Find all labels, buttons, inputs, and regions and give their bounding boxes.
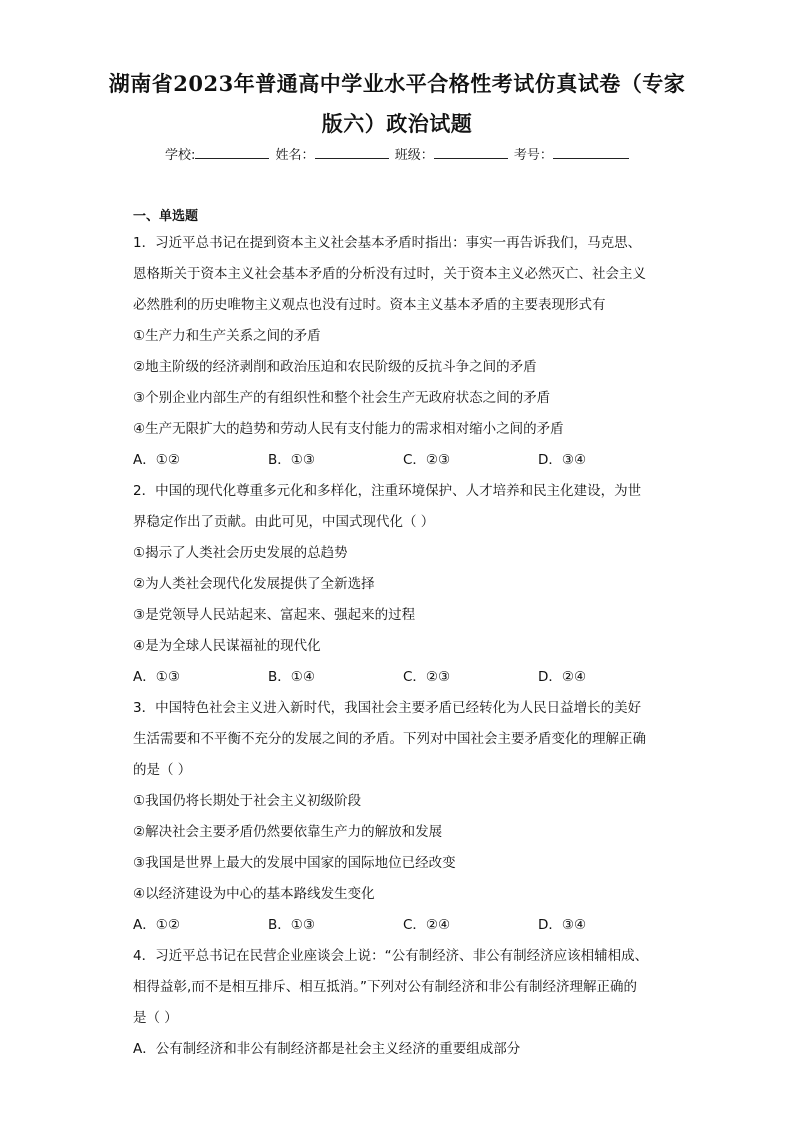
option-c[interactable]: C．②③ xyxy=(403,452,451,468)
question-item: ④以经济建设为中心的基本路线发生变化 xyxy=(133,886,375,902)
question-4 xyxy=(133,941,673,1065)
option-c[interactable]: C．②④ xyxy=(403,917,451,933)
question-2 xyxy=(133,476,673,693)
answer-options xyxy=(133,910,673,941)
question-item: ③我国是世界上最大的发展中国家的国际地位已经改变 xyxy=(133,855,456,871)
option-d[interactable]: D．③④ xyxy=(538,917,587,933)
answer-options xyxy=(133,445,673,476)
option-a-text[interactable]: A．公有制经济和非公有制经济都是社会主义经济的重要组成部分 xyxy=(133,1041,521,1057)
option-a[interactable]: A．①② xyxy=(133,452,180,468)
option-a[interactable]: A．①③ xyxy=(133,669,180,685)
question-stem-line: 界稳定作出了贡献。由此可见，中国式现代化（ ） xyxy=(133,514,435,530)
question-stem-line: 4．习近平总书记在民营企业座谈会上说：“公有制经济、非公有制经济应该相辅相成、 xyxy=(133,948,649,964)
question-stem-line: 3．中国特色社会主义进入新时代，我国社会主要矛盾已经转化为人民日益增长的美好 xyxy=(133,700,642,716)
question-3 xyxy=(133,693,673,941)
option-a[interactable]: A．①② xyxy=(133,917,180,933)
question-item: ②解决社会主要矛盾仍然要依靠生产力的解放和发展 xyxy=(133,824,443,840)
question-list xyxy=(133,228,673,1065)
question-stem-line: 的是（ ） xyxy=(133,762,192,778)
name-label: 姓名： xyxy=(275,148,315,163)
question-item: ①我国仍将长期处于社会主义初级阶段 xyxy=(133,793,362,809)
question-item: ③个别企业内部生产的有组织性和整个社会生产无政府状态之间的矛盾 xyxy=(133,390,551,406)
question-stem-line: 恩格斯关于资本主义社会基本矛盾的分析没有过时，关于资本主义必然灭亡、社会主义 xyxy=(133,266,646,282)
question-1 xyxy=(133,228,673,476)
question-stem-line: 2．中国的现代化尊重多元化和多样化，注重环境保护、人才培养和民主化建设，为世 xyxy=(133,483,642,499)
class-blank[interactable] xyxy=(434,146,508,159)
exam-no-label: 考号： xyxy=(513,148,553,163)
answer-options xyxy=(133,662,673,693)
exam-title-line-1: 湖南省2023年普通高中学业水平合格性考试仿真试卷（专家 xyxy=(108,71,686,96)
option-b[interactable]: B．①③ xyxy=(268,917,315,933)
question-stem-line: 生活需要和不平衡不充分的发展之间的矛盾。下列对中国社会主要矛盾变化的理解正确 xyxy=(133,731,646,747)
exam-title-line-2: 版六）政治试题 xyxy=(321,111,473,136)
student-info-row xyxy=(165,144,631,163)
question-stem-line: 必然胜利的历史唯物主义观点也没有过时。资本主义基本矛盾的主要表现形式有 xyxy=(133,297,606,313)
question-item: ②地主阶级的经济剥削和政治压迫和农民阶级的反抗斗争之间的矛盾 xyxy=(133,359,537,375)
option-b[interactable]: B．①③ xyxy=(268,452,315,468)
question-stem-line: 1．习近平总书记在提到资本主义社会基本矛盾时指出：事实一再告诉我们，马克思、 xyxy=(133,235,642,251)
option-c[interactable]: C．②③ xyxy=(403,669,451,685)
exam-no-blank[interactable] xyxy=(553,146,629,159)
option-b[interactable]: B．①④ xyxy=(268,669,315,685)
question-stem-line: 是（ ） xyxy=(133,1010,178,1026)
question-item: ①生产力和生产关系之间的矛盾 xyxy=(133,328,321,344)
option-d[interactable]: D．②④ xyxy=(538,669,587,685)
question-item: ④生产无限扩大的趋势和劳动人民有支付能力的需求相对缩小之间的矛盾 xyxy=(133,421,564,437)
section-heading: 一、单选题 xyxy=(133,209,199,224)
option-d[interactable]: D．③④ xyxy=(538,452,587,468)
class-label: 班级： xyxy=(394,148,434,163)
question-item: ④是为全球人民谋福祉的现代化 xyxy=(133,638,321,654)
name-blank[interactable] xyxy=(315,146,389,159)
question-item: ②为人类社会现代化发展提供了全新选择 xyxy=(133,576,375,592)
school-label: 学校: xyxy=(165,148,196,163)
question-item: ③是党领导人民站起来、富起来、强起来的过程 xyxy=(133,607,416,623)
school-blank[interactable] xyxy=(195,146,269,159)
question-stem-line: 相得益彰,而不是相互排斥、相互抵消。”下列对公有制经济和非公有制经济理解正确的 xyxy=(133,979,638,995)
question-item: ①揭示了人类社会历史发展的总趋势 xyxy=(133,545,348,561)
